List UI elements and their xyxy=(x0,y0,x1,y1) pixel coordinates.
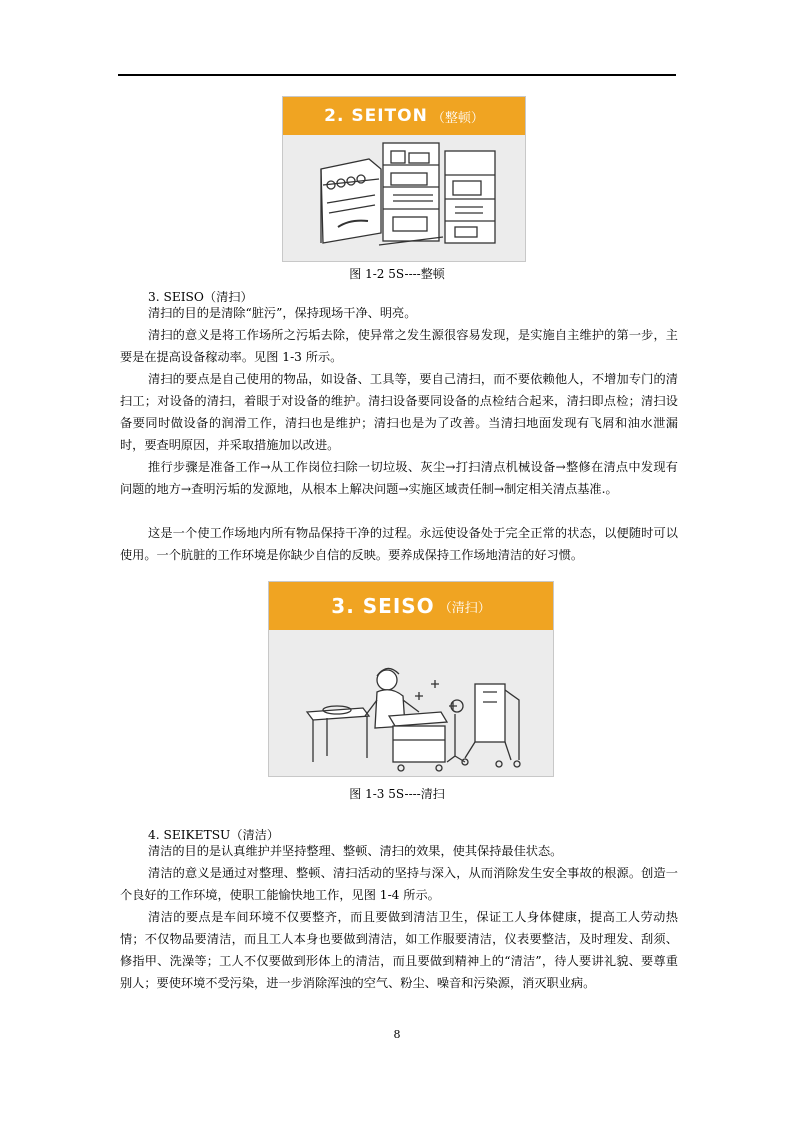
paragraph: 清洁的目的是认真维护并坚持整理、整顿、清扫的效果，使其保持最佳状态。 xyxy=(148,844,563,858)
paragraph: 清扫的目的是清除“脏污”，保持现场干净、明亮。 xyxy=(148,306,417,320)
paragraph: 清扫的要点是自己使用的物品，如设备、工具等，要自己清扫，而不要依赖他人，不增加专门的清扫工；对设备的清扫，着眼于对设备的维护。清扫设备要同设备的点检结合起来，清扫即点检；清扫设备要同时做设备的润滑工作，清扫也是维护；清扫也是为了改善。当清扫地面发现有飞屑和油水泄漏时，要查明原因，并采取措施加以改进。 xyxy=(120,372,678,452)
paragraph: 推行步骤是准备工作→从工作岗位扫除一切垃圾、灰尘→打扫清点机械设备→整修在清点中发现有问题的地方→查明污垢的发源地，从根本上解决问题→实施区域责任制→制定相关清点基准.。 xyxy=(120,460,678,496)
figure-caption: 图 1-2 5S----整顿 xyxy=(349,267,445,281)
banner-title: 2. SEITON xyxy=(324,106,428,126)
banner-title: 3. SEISO xyxy=(331,594,435,618)
figure-seiton xyxy=(282,96,526,262)
section-heading: 3. SEISO（清扫） xyxy=(148,290,253,304)
figure-banner xyxy=(269,582,553,630)
seiso-illustration xyxy=(269,630,553,776)
paragraph: 清洁的意义是通过对整理、整顿、清扫活动的坚持与深入，从而消除发生安全事故的根源。创造一个良好的工作环境，使职工能愉快地工作，见图 1-4 所示。 xyxy=(120,866,678,902)
banner-subtitle: （整顿） xyxy=(431,110,484,126)
figure-seiso xyxy=(268,581,554,777)
paragraph: 清洁的要点是车间环境不仅要整齐，而且要做到清洁卫生，保证工人身体健康，提高工人劳动热情；不仅物品要清洁，而且工人本身也要做到清洁，如工作服要清洁，仪表要整洁，及时理发、刮须、修指甲、洗澡等；工人不仅要做到形体上的清洁，而且要做到精神上的“清洁”，待人要讲礼貌、要尊重别人；要使环境不受污染，进一步消除浑浊的空气、粉尘、噪音和污染源，消灭职业病。 xyxy=(120,910,678,990)
section-heading: 4. SEIKETSU（清洁） xyxy=(148,828,280,842)
paragraph: 清扫的意义是将工作场所之污垢去除，使异常之发生源很容易发现，是实施自主维护的第一步，主要是在提高设备稼动率。见图 1-3 所示。 xyxy=(120,328,678,364)
page-number: 8 xyxy=(393,1028,401,1041)
figure-caption: 图 1-3 5S----清扫 xyxy=(349,787,445,801)
figure-banner xyxy=(283,97,525,135)
banner-subtitle: （清扫） xyxy=(438,600,491,616)
paragraph: 这是一个使工作场地内所有物品保持干净的过程。永远使设备处于完全正常的状态，以便随时可以使用。一个肮脏的工作环境是你缺少自信的反映。要养成保持工作场地清洁的好习惯。 xyxy=(120,526,678,562)
header-rule xyxy=(118,74,676,76)
seiton-illustration xyxy=(283,135,525,261)
